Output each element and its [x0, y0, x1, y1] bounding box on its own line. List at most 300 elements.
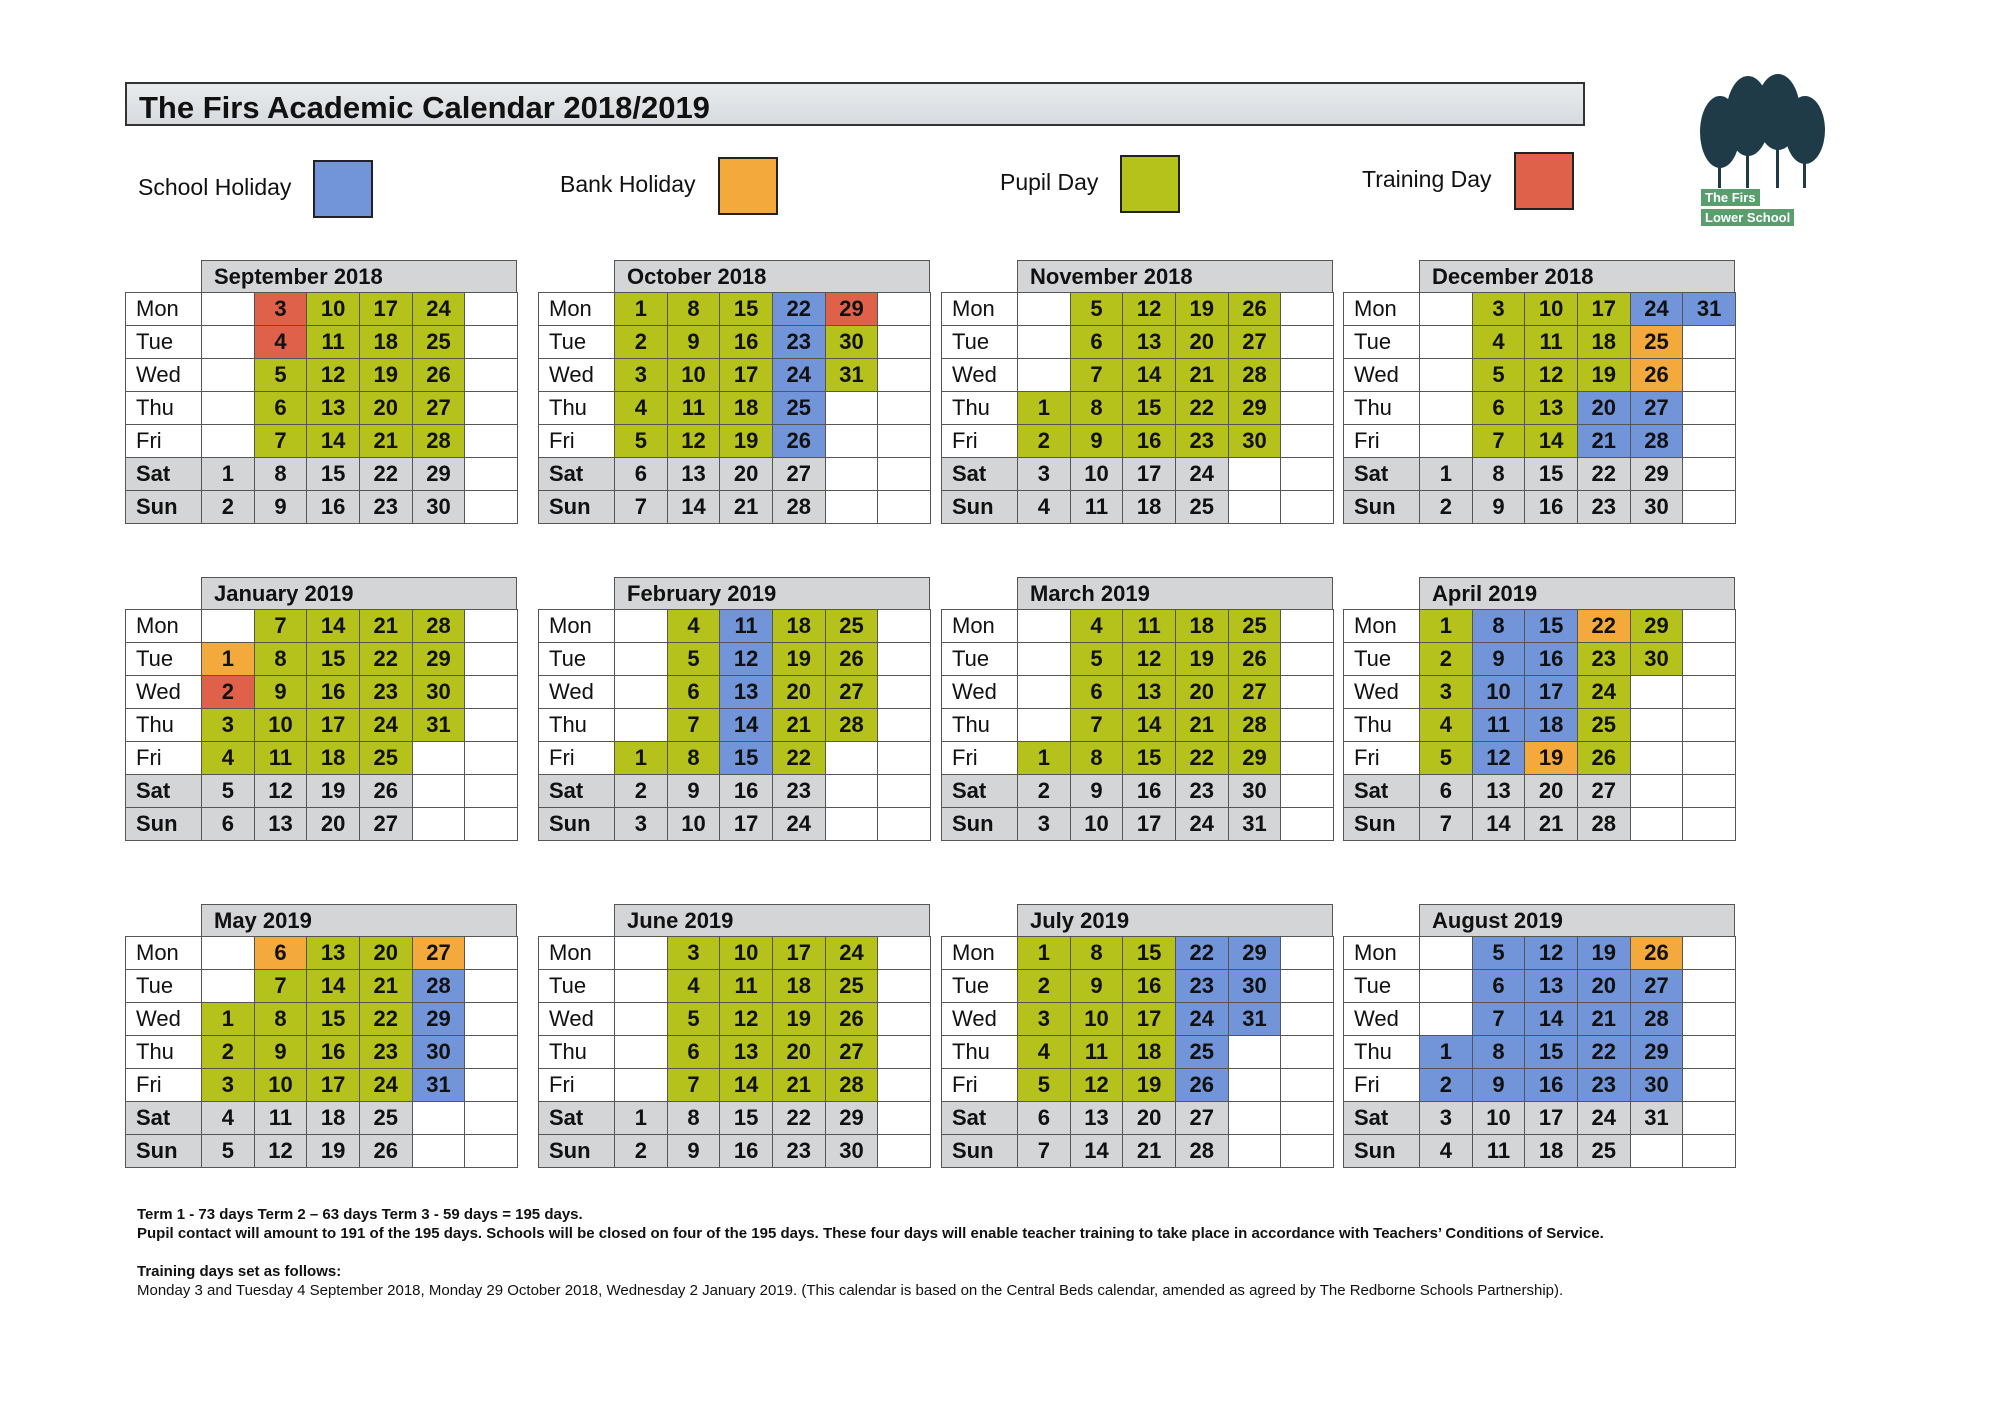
- day-label: Wed: [126, 359, 202, 392]
- date-cell: 24: [1577, 1102, 1630, 1135]
- date-cell: 27: [1630, 970, 1683, 1003]
- date-cell: [202, 970, 255, 1003]
- date-cell: 3: [254, 293, 307, 326]
- day-label: Thu: [539, 1036, 615, 1069]
- date-cell: [465, 392, 518, 425]
- date-cell: 8: [1472, 458, 1525, 491]
- date-cell: 12: [1123, 293, 1176, 326]
- date-cell: 2: [202, 1036, 255, 1069]
- date-cell: [1018, 610, 1071, 643]
- day-label: Sun: [126, 491, 202, 524]
- month-calendar: [125, 904, 517, 1168]
- date-cell: 23: [359, 1036, 412, 1069]
- week-row: [126, 359, 518, 392]
- date-cell: 8: [1472, 1036, 1525, 1069]
- date-cell: [1683, 1003, 1736, 1036]
- week-row: [126, 458, 518, 491]
- date-cell: [1281, 970, 1334, 1003]
- date-cell: 29: [1228, 392, 1281, 425]
- date-cell: [1281, 326, 1334, 359]
- date-cell: 3: [615, 359, 668, 392]
- date-cell: 2: [1018, 425, 1071, 458]
- month-title: February 2019: [614, 577, 930, 609]
- date-cell: [1228, 1102, 1281, 1135]
- date-cell: 15: [720, 293, 773, 326]
- date-cell: 5: [1070, 293, 1123, 326]
- date-cell: 13: [1525, 970, 1578, 1003]
- date-cell: [1683, 1036, 1736, 1069]
- month-calendar: [538, 260, 930, 524]
- week-row: [539, 610, 931, 643]
- date-cell: 11: [307, 326, 360, 359]
- day-label: Mon: [942, 293, 1018, 326]
- week-row: [942, 293, 1334, 326]
- date-cell: 7: [1472, 425, 1525, 458]
- date-cell: [465, 742, 518, 775]
- week-row: [126, 937, 518, 970]
- date-cell: 28: [1228, 359, 1281, 392]
- day-label: Tue: [942, 643, 1018, 676]
- week-row: [126, 491, 518, 524]
- date-cell: 18: [307, 1102, 360, 1135]
- date-cell: 15: [1123, 742, 1176, 775]
- day-label: Wed: [539, 359, 615, 392]
- date-cell: [878, 775, 931, 808]
- day-label: Sat: [1344, 775, 1420, 808]
- date-cell: 26: [1630, 359, 1683, 392]
- date-cell: 31: [412, 709, 465, 742]
- date-cell: [1281, 1003, 1334, 1036]
- date-cell: 13: [1123, 676, 1176, 709]
- date-cell: [878, 425, 931, 458]
- date-cell: 23: [1175, 775, 1228, 808]
- date-cell: 15: [307, 643, 360, 676]
- date-cell: 9: [1070, 970, 1123, 1003]
- date-cell: 13: [720, 676, 773, 709]
- date-cell: [465, 1102, 518, 1135]
- week-row: [942, 937, 1334, 970]
- date-cell: [202, 937, 255, 970]
- date-cell: 24: [359, 709, 412, 742]
- legend-label: Pupil Day: [1000, 169, 1099, 195]
- month-calendar: [1343, 577, 1735, 841]
- date-cell: [878, 970, 931, 1003]
- date-cell: 22: [359, 643, 412, 676]
- date-cell: 13: [1472, 775, 1525, 808]
- date-cell: 17: [1123, 458, 1176, 491]
- day-label: Wed: [1344, 676, 1420, 709]
- week-row: [942, 458, 1334, 491]
- date-cell: [412, 1135, 465, 1168]
- month-table: [1343, 936, 1736, 1168]
- date-cell: 22: [1577, 610, 1630, 643]
- date-cell: 4: [667, 610, 720, 643]
- week-row: [942, 359, 1334, 392]
- week-row: [126, 610, 518, 643]
- date-cell: 7: [1018, 1135, 1071, 1168]
- date-cell: 24: [1175, 808, 1228, 841]
- date-cell: [878, 392, 931, 425]
- date-cell: [615, 937, 668, 970]
- date-cell: [878, 458, 931, 491]
- day-label: Mon: [126, 610, 202, 643]
- week-row: [1344, 970, 1736, 1003]
- date-cell: 27: [412, 392, 465, 425]
- date-cell: 5: [202, 775, 255, 808]
- day-label: Fri: [1344, 425, 1420, 458]
- day-label: Sat: [1344, 458, 1420, 491]
- date-cell: 4: [615, 392, 668, 425]
- date-cell: 5: [1070, 643, 1123, 676]
- date-cell: [878, 1069, 931, 1102]
- date-cell: 28: [412, 970, 465, 1003]
- date-cell: 21: [359, 610, 412, 643]
- date-cell: 9: [667, 326, 720, 359]
- date-cell: [465, 676, 518, 709]
- date-cell: [465, 709, 518, 742]
- date-cell: 17: [1577, 293, 1630, 326]
- page-title: The Firs Academic Calendar 2018/2019: [139, 90, 710, 125]
- date-cell: 20: [1525, 775, 1578, 808]
- week-row: [942, 1003, 1334, 1036]
- date-cell: 24: [412, 293, 465, 326]
- date-cell: 15: [307, 1003, 360, 1036]
- month-calendar: [125, 577, 517, 841]
- week-row: [126, 326, 518, 359]
- date-cell: 14: [1070, 1135, 1123, 1168]
- week-row: [539, 775, 931, 808]
- week-row: [942, 425, 1334, 458]
- date-cell: [1018, 359, 1071, 392]
- date-cell: 25: [1228, 610, 1281, 643]
- date-cell: [1683, 359, 1736, 392]
- date-cell: 12: [254, 1135, 307, 1168]
- date-cell: 30: [412, 676, 465, 709]
- week-row: [1344, 808, 1736, 841]
- day-label: Thu: [126, 709, 202, 742]
- date-cell: 21: [1577, 1003, 1630, 1036]
- date-cell: 12: [1525, 937, 1578, 970]
- date-cell: 9: [1070, 775, 1123, 808]
- week-row: [539, 293, 931, 326]
- day-label: Mon: [1344, 937, 1420, 970]
- date-cell: 19: [1525, 742, 1578, 775]
- date-cell: 14: [720, 1069, 773, 1102]
- date-cell: 26: [359, 1135, 412, 1168]
- date-cell: 18: [772, 610, 825, 643]
- date-cell: 15: [720, 1102, 773, 1135]
- date-cell: 4: [254, 326, 307, 359]
- date-cell: 10: [1472, 1102, 1525, 1135]
- date-cell: 10: [1070, 458, 1123, 491]
- date-cell: 11: [720, 970, 773, 1003]
- date-cell: 1: [1420, 458, 1473, 491]
- day-label: Fri: [942, 425, 1018, 458]
- date-cell: [1420, 293, 1473, 326]
- week-row: [539, 709, 931, 742]
- date-cell: 7: [1472, 1003, 1525, 1036]
- date-cell: 4: [1018, 491, 1071, 524]
- day-label: Tue: [1344, 970, 1420, 1003]
- week-row: [1344, 458, 1736, 491]
- week-row: [539, 392, 931, 425]
- date-cell: 5: [254, 359, 307, 392]
- date-cell: 18: [359, 326, 412, 359]
- date-cell: 17: [1123, 1003, 1176, 1036]
- date-cell: [1281, 1135, 1334, 1168]
- week-row: [1344, 293, 1736, 326]
- date-cell: [878, 1036, 931, 1069]
- month-calendar: [941, 260, 1333, 524]
- date-cell: 29: [1630, 1036, 1683, 1069]
- date-cell: [1420, 359, 1473, 392]
- date-cell: [1018, 326, 1071, 359]
- date-cell: [412, 1102, 465, 1135]
- date-cell: 20: [1175, 326, 1228, 359]
- date-cell: 16: [1525, 643, 1578, 676]
- day-label: Tue: [126, 326, 202, 359]
- date-cell: 25: [825, 610, 878, 643]
- trees-icon: [1690, 72, 1840, 192]
- week-row: [539, 1003, 931, 1036]
- date-cell: [1281, 1069, 1334, 1102]
- day-label: Fri: [126, 742, 202, 775]
- date-cell: 25: [412, 326, 465, 359]
- date-cell: 8: [254, 1003, 307, 1036]
- date-cell: [825, 808, 878, 841]
- date-cell: 6: [254, 937, 307, 970]
- week-row: [942, 709, 1334, 742]
- date-cell: 22: [772, 293, 825, 326]
- day-label: Sat: [942, 775, 1018, 808]
- date-cell: 22: [1175, 392, 1228, 425]
- date-cell: 24: [1577, 676, 1630, 709]
- date-cell: [1228, 1069, 1281, 1102]
- date-cell: 8: [1070, 392, 1123, 425]
- date-cell: 14: [667, 491, 720, 524]
- date-cell: [202, 293, 255, 326]
- date-cell: 5: [615, 425, 668, 458]
- date-cell: [1281, 610, 1334, 643]
- week-row: [539, 1102, 931, 1135]
- week-row: [942, 491, 1334, 524]
- date-cell: 3: [202, 709, 255, 742]
- date-cell: 28: [825, 709, 878, 742]
- date-cell: 2: [615, 326, 668, 359]
- date-cell: 21: [359, 425, 412, 458]
- date-cell: 16: [307, 1036, 360, 1069]
- date-cell: 8: [254, 458, 307, 491]
- date-cell: 27: [1175, 1102, 1228, 1135]
- date-cell: 24: [772, 359, 825, 392]
- date-cell: 25: [772, 392, 825, 425]
- date-cell: [202, 326, 255, 359]
- date-cell: [465, 359, 518, 392]
- date-cell: [878, 709, 931, 742]
- date-cell: 25: [825, 970, 878, 1003]
- date-cell: 10: [1472, 676, 1525, 709]
- date-cell: [1630, 808, 1683, 841]
- date-cell: 30: [1228, 970, 1281, 1003]
- day-label: Fri: [539, 1069, 615, 1102]
- date-cell: 7: [615, 491, 668, 524]
- date-cell: [878, 1135, 931, 1168]
- day-label: Mon: [539, 610, 615, 643]
- date-cell: 10: [667, 359, 720, 392]
- date-cell: 27: [1228, 676, 1281, 709]
- date-cell: 11: [1472, 1135, 1525, 1168]
- date-cell: 16: [1525, 1069, 1578, 1102]
- date-cell: 13: [667, 458, 720, 491]
- date-cell: [615, 1069, 668, 1102]
- day-label: Sat: [942, 458, 1018, 491]
- date-cell: 7: [1070, 709, 1123, 742]
- date-cell: 30: [1630, 643, 1683, 676]
- date-cell: 2: [202, 491, 255, 524]
- week-row: [539, 458, 931, 491]
- month-calendar: [538, 904, 930, 1168]
- week-row: [942, 775, 1334, 808]
- date-cell: 30: [1630, 491, 1683, 524]
- date-cell: 13: [1123, 326, 1176, 359]
- date-cell: 23: [1577, 491, 1630, 524]
- day-label: Tue: [942, 970, 1018, 1003]
- month-title: August 2019: [1419, 904, 1735, 936]
- date-cell: 28: [1228, 709, 1281, 742]
- date-cell: 6: [1472, 392, 1525, 425]
- date-cell: [412, 742, 465, 775]
- date-cell: [878, 742, 931, 775]
- week-row: [539, 1036, 931, 1069]
- date-cell: 21: [359, 970, 412, 1003]
- date-cell: 16: [1123, 775, 1176, 808]
- date-cell: 27: [1630, 392, 1683, 425]
- date-cell: 27: [412, 937, 465, 970]
- month-calendar: [941, 904, 1333, 1168]
- date-cell: 23: [1175, 970, 1228, 1003]
- date-cell: [1683, 742, 1736, 775]
- date-cell: 8: [667, 742, 720, 775]
- date-cell: 12: [1472, 742, 1525, 775]
- date-cell: 29: [412, 1003, 465, 1036]
- date-cell: 22: [772, 742, 825, 775]
- date-cell: 2: [1018, 970, 1071, 1003]
- week-row: [1344, 1003, 1736, 1036]
- notes: [137, 1205, 1604, 1300]
- week-row: [942, 1135, 1334, 1168]
- month-calendar: [125, 260, 517, 524]
- day-label: Sun: [126, 808, 202, 841]
- date-cell: [1420, 1003, 1473, 1036]
- date-cell: 26: [359, 775, 412, 808]
- date-cell: 10: [667, 808, 720, 841]
- month-table: [125, 292, 518, 524]
- day-label: Sat: [126, 458, 202, 491]
- date-cell: 11: [1123, 610, 1176, 643]
- week-row: [1344, 1135, 1736, 1168]
- month-table: [1343, 292, 1736, 524]
- date-cell: 8: [667, 1102, 720, 1135]
- week-row: [1344, 491, 1736, 524]
- date-cell: 26: [1228, 293, 1281, 326]
- day-label: Mon: [942, 937, 1018, 970]
- week-row: [539, 808, 931, 841]
- week-row: [942, 1102, 1334, 1135]
- day-label: Tue: [1344, 326, 1420, 359]
- week-row: [126, 1003, 518, 1036]
- date-cell: 1: [1420, 610, 1473, 643]
- date-cell: 27: [359, 808, 412, 841]
- day-label: Sat: [126, 1102, 202, 1135]
- month-title: April 2019: [1419, 577, 1735, 609]
- week-row: [942, 643, 1334, 676]
- date-cell: 4: [1420, 709, 1473, 742]
- date-cell: 7: [254, 970, 307, 1003]
- date-cell: 13: [720, 1036, 773, 1069]
- date-cell: 26: [825, 643, 878, 676]
- date-cell: 10: [720, 937, 773, 970]
- date-cell: 10: [307, 293, 360, 326]
- day-label: Tue: [539, 643, 615, 676]
- date-cell: 28: [1630, 425, 1683, 458]
- date-cell: [615, 1003, 668, 1036]
- date-cell: [878, 293, 931, 326]
- date-cell: 22: [1577, 1036, 1630, 1069]
- week-row: [126, 676, 518, 709]
- date-cell: [1683, 676, 1736, 709]
- date-cell: [465, 425, 518, 458]
- day-label: Fri: [942, 742, 1018, 775]
- date-cell: 22: [359, 1003, 412, 1036]
- date-cell: 13: [1525, 392, 1578, 425]
- date-cell: [878, 643, 931, 676]
- date-cell: 11: [667, 392, 720, 425]
- date-cell: [1281, 937, 1334, 970]
- legend-label: School Holiday: [138, 174, 292, 200]
- month-table: [538, 936, 931, 1168]
- date-cell: 17: [307, 1069, 360, 1102]
- day-label: Sun: [1344, 491, 1420, 524]
- date-cell: [1228, 1036, 1281, 1069]
- week-row: [126, 709, 518, 742]
- date-cell: 9: [1472, 1069, 1525, 1102]
- date-cell: 14: [1123, 359, 1176, 392]
- day-label: Wed: [942, 359, 1018, 392]
- day-label: Sun: [539, 491, 615, 524]
- date-cell: 28: [1175, 1135, 1228, 1168]
- date-cell: 1: [202, 643, 255, 676]
- date-cell: [1281, 1102, 1334, 1135]
- date-cell: 1: [202, 1003, 255, 1036]
- date-cell: 22: [1577, 458, 1630, 491]
- day-label: Thu: [1344, 709, 1420, 742]
- week-row: [539, 643, 931, 676]
- date-cell: 14: [1472, 808, 1525, 841]
- day-label: Sat: [942, 1102, 1018, 1135]
- date-cell: 23: [359, 676, 412, 709]
- day-label: Thu: [942, 709, 1018, 742]
- date-cell: 14: [307, 425, 360, 458]
- date-cell: 2: [202, 676, 255, 709]
- date-cell: 24: [1630, 293, 1683, 326]
- date-cell: 19: [772, 1003, 825, 1036]
- date-cell: 26: [412, 359, 465, 392]
- date-cell: 19: [359, 359, 412, 392]
- date-cell: 6: [1070, 676, 1123, 709]
- date-cell: [202, 392, 255, 425]
- week-row: [1344, 709, 1736, 742]
- week-row: [1344, 676, 1736, 709]
